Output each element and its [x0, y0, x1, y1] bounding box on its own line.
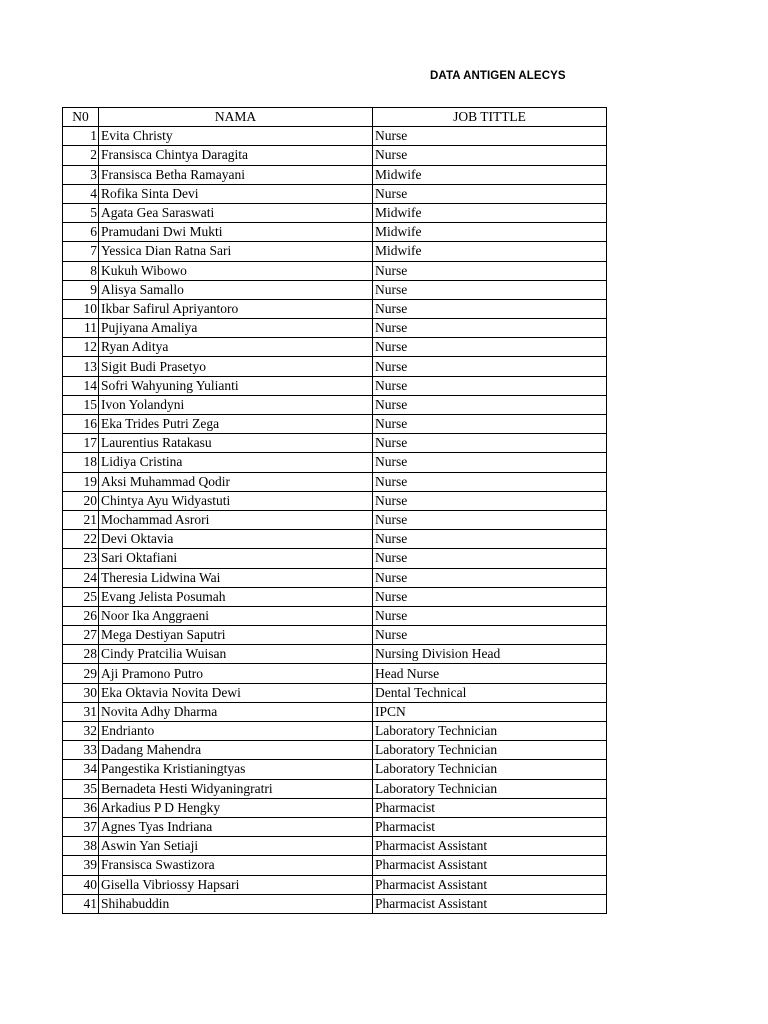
table-row: [63, 606, 607, 625]
table-row: [63, 798, 607, 817]
row-number-cell: 32: [63, 722, 99, 741]
name-cell: Pujiyana Amaliya: [99, 319, 373, 338]
staff-table: [62, 107, 607, 914]
job-title-cell: Nurse: [373, 415, 607, 434]
name-cell: Endrianto: [99, 722, 373, 741]
name-cell: Lidiya Cristina: [99, 453, 373, 472]
job-title-cell: Nurse: [373, 395, 607, 414]
row-number-cell: 33: [63, 741, 99, 760]
job-title-cell: Head Nurse: [373, 664, 607, 683]
table-row: [63, 722, 607, 741]
name-cell: Fransisca Betha Ramayani: [99, 165, 373, 184]
name-cell: Bernadeta Hesti Widyaningratri: [99, 779, 373, 798]
name-cell: Evang Jelista Posumah: [99, 587, 373, 606]
row-number-cell: 37: [63, 817, 99, 836]
job-title-cell: Pharmacist Assistant: [373, 837, 607, 856]
name-cell: Fransisca Chintya Daragita: [99, 146, 373, 165]
table-row: [63, 530, 607, 549]
job-title-cell: Nurse: [373, 453, 607, 472]
name-cell: Laurentius Ratakasu: [99, 434, 373, 453]
name-cell: Chintya Ayu Widyastuti: [99, 491, 373, 510]
job-title-cell: Pharmacist Assistant: [373, 856, 607, 875]
row-number-cell: 24: [63, 568, 99, 587]
table-row: [63, 702, 607, 721]
name-cell: Arkadius P D Hengky: [99, 798, 373, 817]
table-row: [63, 549, 607, 568]
name-cell: Kukuh Wibowo: [99, 261, 373, 280]
job-title-cell: Midwife: [373, 165, 607, 184]
name-cell: Cindy Pratcilia Wuisan: [99, 645, 373, 664]
row-number-cell: 3: [63, 165, 99, 184]
row-number-cell: 30: [63, 683, 99, 702]
row-number-cell: 41: [63, 894, 99, 913]
table-body: [63, 127, 607, 914]
row-number-cell: 21: [63, 510, 99, 529]
row-number-cell: 39: [63, 856, 99, 875]
job-title-cell: Pharmacist: [373, 798, 607, 817]
row-number-cell: 1: [63, 127, 99, 146]
table-row: [63, 338, 607, 357]
job-title-cell: Nurse: [373, 319, 607, 338]
row-number-cell: 29: [63, 664, 99, 683]
row-number-cell: 25: [63, 587, 99, 606]
column-header-name: NAMA: [99, 108, 373, 127]
row-number-cell: 18: [63, 453, 99, 472]
row-number-cell: 9: [63, 280, 99, 299]
column-header-no: N0: [63, 108, 99, 127]
table-row: [63, 856, 607, 875]
row-number-cell: 6: [63, 223, 99, 242]
job-title-cell: Nurse: [373, 510, 607, 529]
row-number-cell: 26: [63, 606, 99, 625]
job-title-cell: Nurse: [373, 357, 607, 376]
name-cell: Shihabuddin: [99, 894, 373, 913]
table-row: [63, 760, 607, 779]
table-row: [63, 587, 607, 606]
table-row: [63, 184, 607, 203]
name-cell: Theresia Lidwina Wai: [99, 568, 373, 587]
table-row: [63, 299, 607, 318]
job-title-cell: Nurse: [373, 184, 607, 203]
row-number-cell: 16: [63, 415, 99, 434]
row-number-cell: 2: [63, 146, 99, 165]
row-number-cell: 8: [63, 261, 99, 280]
table-row: [63, 395, 607, 414]
table-row: [63, 837, 607, 856]
table-row: [63, 146, 607, 165]
job-title-cell: Midwife: [373, 242, 607, 261]
row-number-cell: 7: [63, 242, 99, 261]
row-number-cell: 35: [63, 779, 99, 798]
row-number-cell: 4: [63, 184, 99, 203]
table-header-row: [63, 108, 607, 127]
row-number-cell: 20: [63, 491, 99, 510]
job-title-cell: Laboratory Technician: [373, 722, 607, 741]
row-number-cell: 22: [63, 530, 99, 549]
job-title-cell: Pharmacist: [373, 817, 607, 836]
table-row: [63, 165, 607, 184]
table-row: [63, 223, 607, 242]
name-cell: Yessica Dian Ratna Sari: [99, 242, 373, 261]
name-cell: Ryan Aditya: [99, 338, 373, 357]
row-number-cell: 17: [63, 434, 99, 453]
table-row: [63, 472, 607, 491]
job-title-cell: Nurse: [373, 606, 607, 625]
job-title-cell: Laboratory Technician: [373, 760, 607, 779]
name-cell: Pangestika Kristianingtyas: [99, 760, 373, 779]
name-cell: Agata Gea Saraswati: [99, 203, 373, 222]
table-row: [63, 626, 607, 645]
job-title-cell: Nurse: [373, 434, 607, 453]
table-row: [63, 741, 607, 760]
name-cell: Fransisca Swastizora: [99, 856, 373, 875]
name-cell: Agnes Tyas Indriana: [99, 817, 373, 836]
row-number-cell: 36: [63, 798, 99, 817]
name-cell: Eka Oktavia Novita Dewi: [99, 683, 373, 702]
job-title-cell: Nurse: [373, 587, 607, 606]
row-number-cell: 31: [63, 702, 99, 721]
table-row: [63, 510, 607, 529]
job-title-cell: Pharmacist Assistant: [373, 894, 607, 913]
job-title-cell: Nurse: [373, 626, 607, 645]
table-row: [63, 645, 607, 664]
name-cell: Ivon Yolandyni: [99, 395, 373, 414]
job-title-cell: Nurse: [373, 491, 607, 510]
job-title-cell: IPCN: [373, 702, 607, 721]
table-row: [63, 491, 607, 510]
table-row: [63, 261, 607, 280]
name-cell: Noor Ika Anggraeni: [99, 606, 373, 625]
job-title-cell: Nurse: [373, 549, 607, 568]
job-title-cell: Midwife: [373, 203, 607, 222]
job-title-cell: Nurse: [373, 280, 607, 299]
table-row: [63, 357, 607, 376]
name-cell: Mega Destiyan Saputri: [99, 626, 373, 645]
name-cell: Gisella Vibriossy Hapsari: [99, 875, 373, 894]
table-row: [63, 453, 607, 472]
job-title-cell: Laboratory Technician: [373, 779, 607, 798]
row-number-cell: 27: [63, 626, 99, 645]
job-title-cell: Nurse: [373, 127, 607, 146]
name-cell: Sofri Wahyuning Yulianti: [99, 376, 373, 395]
name-cell: Mochammad Asrori: [99, 510, 373, 529]
document-title: DATA ANTIGEN ALECYS: [430, 70, 566, 82]
row-number-cell: 10: [63, 299, 99, 318]
table-row: [63, 434, 607, 453]
row-number-cell: 15: [63, 395, 99, 414]
name-cell: Devi Oktavia: [99, 530, 373, 549]
name-cell: Novita Adhy Dharma: [99, 702, 373, 721]
column-header-job-title: JOB TITTLE: [373, 108, 607, 127]
job-title-cell: Nurse: [373, 376, 607, 395]
row-number-cell: 38: [63, 837, 99, 856]
table-row: [63, 875, 607, 894]
name-cell: Eka Trides Putri Zega: [99, 415, 373, 434]
name-cell: Rofika Sinta Devi: [99, 184, 373, 203]
name-cell: Aswin Yan Setiaji: [99, 837, 373, 856]
row-number-cell: 12: [63, 338, 99, 357]
job-title-cell: Midwife: [373, 223, 607, 242]
job-title-cell: Nurse: [373, 472, 607, 491]
name-cell: Pramudani Dwi Mukti: [99, 223, 373, 242]
table-row: [63, 376, 607, 395]
name-cell: Aksi Muhammad Qodir: [99, 472, 373, 491]
name-cell: Dadang Mahendra: [99, 741, 373, 760]
table-row: [63, 779, 607, 798]
name-cell: Sigit Budi Prasetyo: [99, 357, 373, 376]
name-cell: Sari Oktafiani: [99, 549, 373, 568]
table-row: [63, 415, 607, 434]
job-title-cell: Laboratory Technician: [373, 741, 607, 760]
name-cell: Alisya Samallo: [99, 280, 373, 299]
table-row: [63, 203, 607, 222]
name-cell: Evita Christy: [99, 127, 373, 146]
row-number-cell: 11: [63, 319, 99, 338]
row-number-cell: 28: [63, 645, 99, 664]
table-row: [63, 683, 607, 702]
job-title-cell: Nurse: [373, 146, 607, 165]
job-title-cell: Nursing Division Head: [373, 645, 607, 664]
job-title-cell: Nurse: [373, 568, 607, 587]
table-row: [63, 817, 607, 836]
row-number-cell: 19: [63, 472, 99, 491]
row-number-cell: 13: [63, 357, 99, 376]
table-row: [63, 319, 607, 338]
row-number-cell: 14: [63, 376, 99, 395]
name-cell: Aji Pramono Putro: [99, 664, 373, 683]
row-number-cell: 40: [63, 875, 99, 894]
job-title-cell: Pharmacist Assistant: [373, 875, 607, 894]
table-row: [63, 568, 607, 587]
row-number-cell: 5: [63, 203, 99, 222]
job-title-cell: Nurse: [373, 261, 607, 280]
table-row: [63, 664, 607, 683]
table-row: [63, 894, 607, 913]
row-number-cell: 34: [63, 760, 99, 779]
job-title-cell: Nurse: [373, 530, 607, 549]
job-title-cell: Dental Technical: [373, 683, 607, 702]
table-row: [63, 242, 607, 261]
job-title-cell: Nurse: [373, 338, 607, 357]
table-row: [63, 280, 607, 299]
row-number-cell: 23: [63, 549, 99, 568]
job-title-cell: Nurse: [373, 299, 607, 318]
table-row: [63, 127, 607, 146]
name-cell: Ikbar Safirul Apriyantoro: [99, 299, 373, 318]
